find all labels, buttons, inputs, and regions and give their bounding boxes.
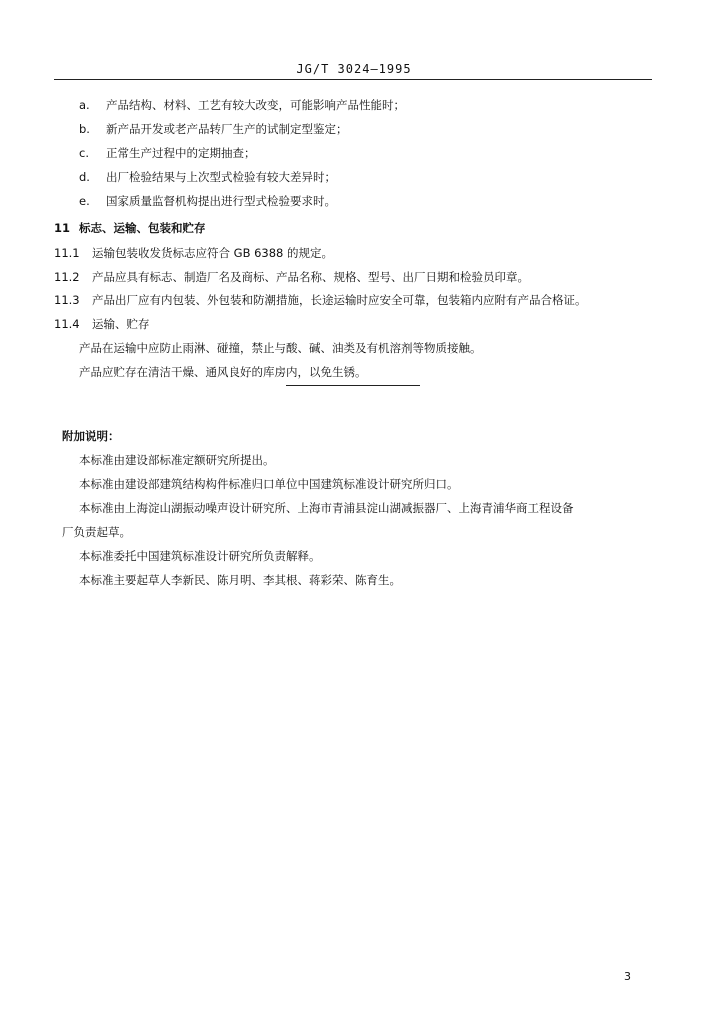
notes-line-2: 本标准由建设部建筑结构构件标准归口单位中国建筑标准设计研究所归口。 [79, 477, 459, 491]
list-item-b-text: 新产品开发或老产品转厂生产的试制定型鉴定； [106, 122, 348, 136]
list-item-c-label: c. [79, 146, 89, 160]
paragraph-storage: 产品应贮存在清洁干燥、通风良好的库房内，以免生锈。 [79, 365, 367, 379]
list-item-a-label: a. [79, 98, 90, 112]
separator-rule [286, 385, 420, 386]
notes-line-4: 厂负责起草。 [62, 525, 131, 539]
list-item-d-text: 出厂检验结果与上次型式检验有较大差异时； [106, 170, 336, 184]
section-number: 11 [54, 221, 71, 235]
list-item-a-text: 产品结构、材料、工艺有较大改变，可能影响产品性能时； [106, 98, 405, 112]
clause-11-2-text: 产品应具有标志、制造厂名及商标、产品名称、规格、型号、出厂日期和检验员印章。 [92, 270, 529, 284]
section-title: 标志、运输、包装和贮存 [79, 221, 206, 235]
header-rule [54, 79, 652, 80]
clause-11-4-number: 11.4 [54, 317, 80, 331]
clause-11-2-number: 11.2 [54, 270, 80, 284]
clause-11-1-text: 运输包装收发货标志应符合 GB 6388 的规定。 [92, 246, 334, 260]
notes-line-1: 本标准由建设部标准定额研究所提出。 [79, 453, 275, 467]
page-header-code: JG/T 3024—1995 [296, 62, 412, 76]
clause-11-3-text: 产品出厂应有内包装、外包装和防潮措施，长途运输时应安全可靠，包装箱内应附有产品合格证。 [92, 293, 587, 307]
notes-line-3: 本标准由上海淀山湖振动噪声设计研究所、上海市青浦县淀山湖减振器厂、上海青浦华商工程设备 [79, 501, 574, 515]
notes-line-5: 本标准委托中国建筑标准设计研究所负责解释。 [79, 549, 321, 563]
page-number: 3 [624, 970, 631, 983]
list-item-c-text: 正常生产过程中的定期抽查； [106, 146, 256, 160]
notes-line-6: 本标准主要起草人李新民、陈月明、李其根、蒋彩荣、陈育生。 [79, 573, 401, 587]
list-item-e-text: 国家质量监督机构提出进行型式检验要求时。 [106, 194, 336, 208]
list-item-d-label: d. [79, 170, 90, 184]
paragraph-transport: 产品在运输中应防止雨淋、碰撞，禁止与酸、碱、油类及有机溶剂等物质接触。 [79, 341, 482, 355]
list-item-b-label: b. [79, 122, 90, 136]
list-item-e-label: e. [79, 194, 90, 208]
clause-11-3-number: 11.3 [54, 293, 80, 307]
clause-11-1-number: 11.1 [54, 246, 80, 260]
notes-title: 附加说明： [62, 429, 120, 443]
clause-11-4-text: 运输、贮存 [92, 317, 150, 331]
